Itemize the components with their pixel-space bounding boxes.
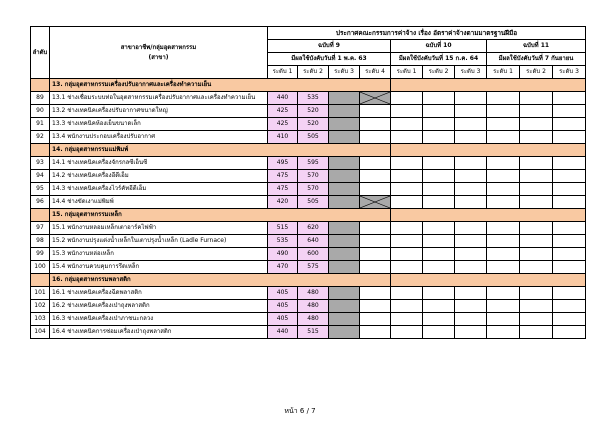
cross-mark-icon — [360, 196, 390, 208]
rate-cell-empty — [553, 261, 586, 274]
rate-e9-level4 — [360, 235, 391, 248]
header-edition-10: ฉบับที่ 10 — [391, 40, 487, 53]
rate-cell-empty — [423, 313, 455, 326]
rate-cell-empty — [553, 222, 586, 235]
row-no: 102 — [31, 300, 50, 313]
group-no-cell — [31, 209, 50, 222]
group-title: 14. กลุ่มอุตสาหกรรมแม่พิมพ์ — [50, 144, 391, 157]
rate-e9-level3-na — [329, 326, 360, 339]
rate-e9-level4 — [360, 183, 391, 196]
rate-cell-empty — [553, 131, 586, 144]
rate-cell-empty — [520, 118, 553, 131]
occupation-name: 13.3 ช่างเทคนิคห้องเย็นขนาดเล็ก — [50, 118, 268, 131]
rate-cell-empty — [455, 261, 487, 274]
rate-cell-empty — [487, 248, 520, 261]
rate-cell-empty — [520, 261, 553, 274]
header-level: ระดับ 3 — [455, 66, 487, 79]
group-title: 16. กลุ่มอุตสาหกรรมพลาสติก — [50, 274, 391, 287]
table-row — [31, 287, 586, 300]
rate-cell-empty — [487, 313, 520, 326]
row-no: 98 — [31, 235, 50, 248]
row-no: 101 — [31, 287, 50, 300]
occupation-name: 13.4 พนักงานประกอบเครื่องปรับอากาศ — [50, 131, 268, 144]
group-fill — [391, 274, 586, 287]
rate-e9-level1: 425 — [268, 118, 298, 131]
group-no-cell — [31, 79, 50, 92]
rate-e9-level1: 410 — [268, 131, 298, 144]
rate-cell-empty — [455, 105, 487, 118]
rate-cell-empty — [520, 248, 553, 261]
rate-cell-empty — [553, 183, 586, 196]
table-row — [31, 157, 586, 170]
rate-e9-level1: 470 — [268, 261, 298, 274]
rate-e9-level3-na — [329, 170, 360, 183]
rate-cell-empty — [391, 157, 423, 170]
rate-cell-empty — [455, 196, 487, 209]
rate-e9-level3-na — [329, 131, 360, 144]
rate-e9-level2: 575 — [298, 261, 329, 274]
rate-cell-empty — [520, 313, 553, 326]
rate-e9-level1: 490 — [268, 248, 298, 261]
row-no: 92 — [31, 131, 50, 144]
rate-cell-empty — [455, 300, 487, 313]
rate-cell-empty — [553, 248, 586, 261]
rate-cell-empty — [455, 118, 487, 131]
occupation-name: 14.3 ช่างเทคนิคเครื่องไวร์คัทอีดีเอ็ม — [50, 183, 268, 196]
rate-cell-empty — [455, 183, 487, 196]
rate-e9-level2: 520 — [298, 105, 329, 118]
rate-cell-empty — [455, 92, 487, 105]
rate-cell-empty — [520, 326, 553, 339]
row-no: 91 — [31, 118, 50, 131]
rate-cell-empty — [487, 261, 520, 274]
rate-cell-empty — [487, 222, 520, 235]
rate-cell-empty — [423, 326, 455, 339]
rate-e9-level1: 475 — [268, 183, 298, 196]
group-row — [31, 209, 586, 222]
rate-cell-empty — [423, 235, 455, 248]
rate-cell-empty — [391, 196, 423, 209]
rate-cell-empty — [423, 222, 455, 235]
rate-cell-empty — [391, 131, 423, 144]
rate-cell-empty — [423, 183, 455, 196]
row-no: 103 — [31, 313, 50, 326]
header-level: ระดับ 2 — [520, 66, 553, 79]
rate-cell-empty — [487, 118, 520, 131]
group-row — [31, 144, 586, 157]
rate-e9-level3-na — [329, 105, 360, 118]
rate-e9-level3-na — [329, 287, 360, 300]
header-level: ระดับ 3 — [329, 66, 360, 79]
table-row — [31, 261, 586, 274]
rate-cell-empty — [553, 235, 586, 248]
occupation-name: 15.1 พนักงานหลอมเหล็กเตาอาร์คไฟฟ้า — [50, 222, 268, 235]
table-row — [31, 196, 586, 209]
header-col-name — [50, 27, 268, 79]
rate-e9-level2: 520 — [298, 118, 329, 131]
rate-e9-level3-na — [329, 183, 360, 196]
group-title: 13. กลุ่มอุตสาหกรรมเครื่องปรับอากาศและเครื่องทำความเย็น — [50, 79, 391, 92]
rate-e9-level1: 405 — [268, 300, 298, 313]
rate-cell-empty — [520, 222, 553, 235]
group-fill — [391, 79, 586, 92]
occupation-name: 16.3 ช่างเทคนิคเครื่องเป่าภาชนะกลวง — [50, 313, 268, 326]
row-no: 100 — [31, 261, 50, 274]
rate-e9-level2: 480 — [298, 300, 329, 313]
row-no: 95 — [31, 183, 50, 196]
header-level: ระดับ 4 — [360, 66, 391, 79]
rate-cell-empty — [423, 287, 455, 300]
rate-cell-empty — [553, 287, 586, 300]
rate-cell-empty — [423, 105, 455, 118]
rate-cell-empty — [455, 157, 487, 170]
occupation-name: 14.1 ช่างเทคนิคเครื่องจักรกลซีเอ็นซี — [50, 157, 268, 170]
row-no: 97 — [31, 222, 50, 235]
rate-cell-empty — [455, 222, 487, 235]
header-col-name-line2: (สาขา) — [148, 53, 169, 61]
rate-cell-empty — [455, 248, 487, 261]
rate-cell-empty — [423, 261, 455, 274]
rate-e9-level1: 405 — [268, 313, 298, 326]
rate-cell-empty — [553, 118, 586, 131]
table-row — [31, 105, 586, 118]
group-row — [31, 79, 586, 92]
rate-e9-level3-na — [329, 313, 360, 326]
rate-e9-level4 — [360, 131, 391, 144]
rate-cell-empty — [520, 300, 553, 313]
header-level: ระดับ 2 — [423, 66, 455, 79]
row-no: 94 — [31, 170, 50, 183]
rate-cell-empty — [553, 300, 586, 313]
group-no-cell — [31, 274, 50, 287]
rate-cell-empty — [455, 131, 487, 144]
rate-cell-empty — [520, 287, 553, 300]
rate-cell-empty — [423, 92, 455, 105]
rate-cell-empty — [391, 105, 423, 118]
occupation-name: 16.2 ช่างเทคนิคเครื่องเป่าถุงพลาสติก — [50, 300, 268, 313]
row-no: 99 — [31, 248, 50, 261]
group-title: 15. กลุ่มอุตสาหกรรมเหล็ก — [50, 209, 391, 222]
table-row — [31, 300, 586, 313]
rate-cell-empty — [487, 300, 520, 313]
rate-e9-level4 — [360, 118, 391, 131]
rate-cell-empty — [487, 131, 520, 144]
rate-cell-empty — [487, 235, 520, 248]
row-no: 96 — [31, 196, 50, 209]
rate-cell-empty — [520, 183, 553, 196]
rate-cell-empty — [487, 92, 520, 105]
rate-e9-level1: 420 — [268, 196, 298, 209]
rate-cell-empty — [391, 92, 423, 105]
group-no-cell — [31, 144, 50, 157]
header-effective-9: มีผลใช้บังคับวันที่ 1 พ.ค. 63 — [268, 53, 391, 66]
rate-cell-empty — [553, 157, 586, 170]
rate-cell-empty — [391, 300, 423, 313]
rate-cell-empty — [391, 235, 423, 248]
table-row — [31, 313, 586, 326]
rate-e9-level2: 480 — [298, 313, 329, 326]
rate-cell-empty — [391, 222, 423, 235]
rate-cell-empty — [391, 287, 423, 300]
header-announcement: ประกาศคณะกรรมการค่าจ้าง เรื่อง อัตราค่าจ้างตามมาตรฐานฝีมือ — [268, 27, 586, 40]
occupation-name: 14.4 ช่างขัดเงาแม่พิมพ์ — [50, 196, 268, 209]
rate-cell-empty — [553, 313, 586, 326]
rate-e9-level3-na — [329, 300, 360, 313]
rate-cell-empty — [487, 183, 520, 196]
table-body — [31, 79, 586, 339]
occupation-name: 15.4 พนักงานควบคุมการรีดเหล็ก — [50, 261, 268, 274]
rate-e9-level4 — [360, 248, 391, 261]
rate-cell-empty — [455, 287, 487, 300]
rate-cell-empty — [487, 105, 520, 118]
rate-cell-empty — [553, 105, 586, 118]
table-row — [31, 248, 586, 261]
rate-e9-level3-na — [329, 196, 360, 209]
occupation-name: 16.1 ช่างเทคนิคเครื่องฉีดพลาสติก — [50, 287, 268, 300]
header-level: ระดับ 1 — [487, 66, 520, 79]
rate-cell-empty — [423, 157, 455, 170]
rate-e9-level1: 495 — [268, 157, 298, 170]
rate-cell-empty — [487, 157, 520, 170]
group-fill — [391, 144, 586, 157]
rate-e9-level1: 515 — [268, 222, 298, 235]
rate-cell-empty — [423, 300, 455, 313]
rate-e9-level4-crossed — [360, 92, 391, 105]
occupation-name: 13.2 ช่างเทคนิคเครื่องปรับอากาศขนาดใหญ่ — [50, 105, 268, 118]
rate-e9-level2: 595 — [298, 157, 329, 170]
rate-e9-level2: 535 — [298, 92, 329, 105]
header-edition-11: ฉบับที่ 11 — [487, 40, 586, 53]
header-edition-9: ฉบับที่ 9 — [268, 40, 391, 53]
rate-e9-level3-na — [329, 92, 360, 105]
rate-cell-empty — [423, 248, 455, 261]
rate-cell-empty — [455, 235, 487, 248]
rate-cell-empty — [423, 170, 455, 183]
table-row — [31, 118, 586, 131]
rate-cell-empty — [487, 287, 520, 300]
rate-e9-level2: 600 — [298, 248, 329, 261]
rate-e9-level4 — [360, 313, 391, 326]
rate-e9-level4 — [360, 326, 391, 339]
rate-e9-level2: 640 — [298, 235, 329, 248]
table-row — [31, 170, 586, 183]
row-no: 93 — [31, 157, 50, 170]
rate-cell-empty — [487, 326, 520, 339]
rate-cell-empty — [423, 196, 455, 209]
rate-e9-level1: 405 — [268, 287, 298, 300]
rate-e9-level4 — [360, 222, 391, 235]
rate-e9-level2: 570 — [298, 170, 329, 183]
rate-e9-level3-na — [329, 235, 360, 248]
rate-e9-level1: 475 — [268, 170, 298, 183]
rate-e9-level4 — [360, 300, 391, 313]
rate-e9-level3-na — [329, 157, 360, 170]
rate-cell-empty — [520, 105, 553, 118]
rate-e9-level4-crossed — [360, 196, 391, 209]
rate-cell-empty — [455, 326, 487, 339]
rate-cell-empty — [553, 92, 586, 105]
rate-cell-empty — [391, 261, 423, 274]
header-effective-11: มีผลใช้บังคับวันที่ 7 กันยายน — [487, 53, 586, 66]
rate-e9-level1: 440 — [268, 92, 298, 105]
rate-e9-level2: 515 — [298, 326, 329, 339]
rate-cell-empty — [520, 92, 553, 105]
rate-e9-level3-na — [329, 222, 360, 235]
header-col-name-line1: สาขาอาชีพ/กลุ่มอุตสาหกรรม — [120, 43, 197, 51]
page-number: หน้า 6 / 7 — [284, 407, 316, 415]
wage-rate-table — [30, 26, 586, 339]
rate-cell-empty — [520, 131, 553, 144]
occupation-name: 16.4 ช่างเทคนิคการซ่อมเครื่องเป่าถุงพลาสติก — [50, 326, 268, 339]
rate-cell-empty — [423, 118, 455, 131]
rate-e9-level4 — [360, 170, 391, 183]
rate-e9-level1: 535 — [268, 235, 298, 248]
rate-cell-empty — [455, 170, 487, 183]
rate-e9-level4 — [360, 287, 391, 300]
rate-e9-level2: 480 — [298, 287, 329, 300]
table-row — [31, 326, 586, 339]
table-row — [31, 235, 586, 248]
cross-mark-icon — [360, 92, 390, 104]
header-level: ระดับ 3 — [553, 66, 586, 79]
table-row — [31, 183, 586, 196]
rate-e9-level1: 425 — [268, 105, 298, 118]
occupation-name: 13.1 ช่างเชื่อมระบบท่อในอุตสาหกรรมเครื่องปรับอากาศและเครื่องทำความเย็น — [50, 92, 268, 105]
rate-e9-level4 — [360, 261, 391, 274]
rate-cell-empty — [391, 170, 423, 183]
row-no: 104 — [31, 326, 50, 339]
table-row — [31, 131, 586, 144]
rate-e9-level2: 620 — [298, 222, 329, 235]
rate-cell-empty — [391, 183, 423, 196]
rate-cell-empty — [391, 313, 423, 326]
rate-e9-level3-na — [329, 118, 360, 131]
rate-cell-empty — [391, 248, 423, 261]
table-row — [31, 92, 586, 105]
rate-cell-empty — [553, 196, 586, 209]
header-effective-10: มีผลใช้บังคับวันที่ 15 ก.ค. 64 — [391, 53, 487, 66]
rate-cell-empty — [520, 157, 553, 170]
rate-e9-level2: 505 — [298, 196, 329, 209]
rate-cell-empty — [553, 170, 586, 183]
header-col-no: ลำดับ — [31, 27, 50, 79]
occupation-name: 14.2 ช่างเทคนิคเครื่องอีดีเอ็ม — [50, 170, 268, 183]
rate-e9-level2: 570 — [298, 183, 329, 196]
rate-e9-level1: 440 — [268, 326, 298, 339]
rate-e9-level4 — [360, 157, 391, 170]
rate-cell-empty — [520, 170, 553, 183]
header-level: ระดับ 1 — [391, 66, 423, 79]
row-no: 89 — [31, 92, 50, 105]
row-no: 90 — [31, 105, 50, 118]
rate-cell-empty — [520, 235, 553, 248]
occupation-name: 15.3 พนักงานหล่อเหล็ก — [50, 248, 268, 261]
rate-e9-level3-na — [329, 248, 360, 261]
rate-cell-empty — [487, 196, 520, 209]
rate-cell-empty — [487, 170, 520, 183]
header-level: ระดับ 2 — [298, 66, 329, 79]
group-fill — [391, 209, 586, 222]
occupation-name: 15.2 พนักงานปรุงแต่งน้ำเหล็กในเตาปรุงน้ำเหล็ก (Ladle Furnace) — [50, 235, 268, 248]
rate-cell-empty — [520, 196, 553, 209]
rate-cell-empty — [391, 326, 423, 339]
rate-e9-level4 — [360, 105, 391, 118]
rate-cell-empty — [455, 313, 487, 326]
rate-cell-empty — [553, 326, 586, 339]
rate-e9-level3-na — [329, 261, 360, 274]
rate-cell-empty — [391, 118, 423, 131]
rate-e9-level2: 505 — [298, 131, 329, 144]
table-row — [31, 222, 586, 235]
group-row — [31, 274, 586, 287]
rate-cell-empty — [423, 131, 455, 144]
header-level: ระดับ 1 — [268, 66, 298, 79]
